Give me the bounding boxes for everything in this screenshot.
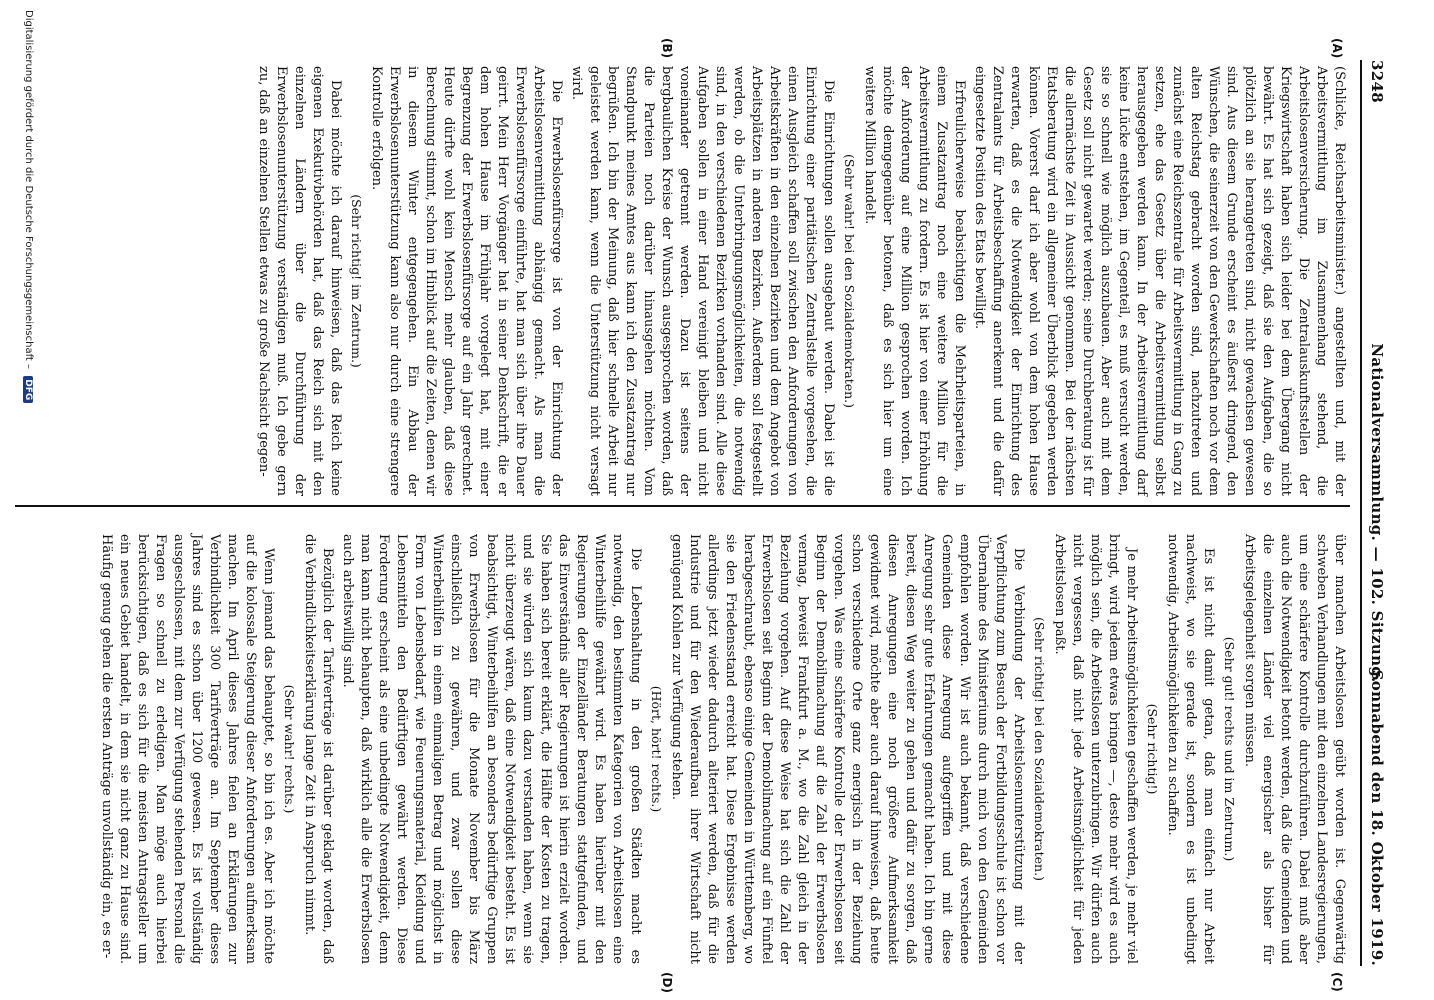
left-column [252, 66, 1348, 496]
session-date: Sonnabend den 18. Oktober 1919. [1368, 669, 1386, 966]
paragraph: Bezüglich der Tarifverträge ist darüber geklagt worden, daß die Verbindlichkeitserklärung lange Zeit in Anspruch nimmt. [302, 534, 335, 964]
margin-marker-d: (D) [660, 972, 674, 993]
interjection: (Sehr richtig! bei den Sozialdemokraten.) [1032, 617, 1047, 881]
interjection: (Sehr richtig! im Zentrum.) [349, 194, 364, 368]
paragraph: Die Lebenshaltung in den großen Städten macht es notwendig, den bestimmten Kategorien von Arbeitslosen eine Winterbeihilfe gewährt wird. Es haben hierüber mit den Regierungen der Einzelländer Beratungen stattgefunden, und das Einverständnis aller Regierungen ist hierin erzielt worden. Sie haben sich bereit erklärt, die Hälfte der Kosten zu tragen, und sie würden sich kaum dazu verstanden haben, wenn sie nicht überzeugt wären, daß eine Notwendigkeit besteht. Es ist beabsichtigt, Winterbeihilfen an besonders bedürftige Gruppen von Erwerbslosen für die Monate November bis März einschließlich zu gewähren, und zwar sollen diese Winterbeihilfen in einem einmaligen Betrag und möglichst in Form von Lebensbedarf, wie Feuerungsmaterial, Kleidung und Lebensmitteln den Bedürftigen gewährt werden. Diese Forderung erscheint als eine unbedingte Notwendigkeit, denn man kann nicht behaupten, daß wirklich alle die Erwerbslosen auch arbeitswillig sind. [340, 534, 643, 964]
paragraph: Die Verbindung der Arbeitslosenunterstützung mit der Verpflichtung zum Besuch der Fortbildungsschule ist schon vor Übernahme des Ministeriums durch mich von den Gemeinden empfohlen worden. Wir ist auch bekannt, daß verschiedene Gemeinden diese Anregung aufgegriffen und mit diese Anregung sehr gute Erfahrungen gemacht haben. Ich bin gerne bereit, diesen Weg weiter zu gehen und dafür zu sorgen, daß diesen Anregungen eine noch größere Aufmerksamkeit gewidmet wird, möchte aber auch darauf hinweisen, daß heute schon verschiedene Orte ganz energisch in der Beziehung vorgehen. Was eine schärfere Kontrolle der Erwerbslosen seit Beginn der Demobilmachung auf die Zahl der Erwerbslosen vermag, beweist Frankfurt a. M., wo die Zahl gleich in der Beziehung vorgehen. Auf diese Weise hat sich die Zahl der Erwerbslosen seit Beginn der Demobilmachung auf ein Fünftel herabgeschraubt, ebenso einige Gemeinden in Württemberg, wo sie den Friedensstand erreicht hat. Diese Ergebnisse werden allerdings jetzt wieder dadurch alteriert werden, daß für die Industrie und für den Wiederaufbau ihrer Wirtschaft nicht genügend Kohlen zur Verfügung stehen. [669, 534, 1026, 964]
interjection: (Sehr wahr! rechts.) [282, 684, 297, 814]
page-header [1360, 60, 1392, 966]
paragraph: (Schlicke, Reichsarbeitsminister.) angestellten und, mit der Arbeitsvermittlung im Zusammenhang stehend, die Arbeitslosenversicherung. Die Zentralauskunftsstellen der Kriegswirtschaft haben sich leider bei dem Übergang nicht bewährt. Es hat sich gezeigt, daß sie den Aufgaben, die so plötzlich an sie herangetreten sind, nicht gewachsen gewesen sind. Aus diesem Grunde erscheint es äußerst dringend, den Wünschen, die seinerzeit von den Gewerkschaften noch vor dem alten Reichstag gebracht worden sind, nachzutreten und zunächst eine Reichszentrale für Arbeitsvermittlung in Gang zu setzen, ehe das Gesetz über die Arbeitsvermittlung selbst herausgegeben werden kann. In der Arbeitsvermittlung darf keine Lücke entstehen, im Gegenteil, es muß versucht werden, sie so schnell wie möglich auszubauen. Aber auch mit dem Gesetz soll nicht gewartet werden; seine Durchberatung ist für die allernächste Zeit in Aussicht genommen. Bei der nächsten Etatsberatung wird ein allgemeiner Überblick gegeben werden können. Vorerst darf ich aber wohl von dem hohen Hause erwarten, daß es die Notwendigkeit der Einrichtung des Zentralamts für Arbeitsbeschaffung anerkennt und die dafür eingesetzte Position des Etats bewilligt. [972, 66, 1347, 496]
digitization-text: Digitalisierung gefördert durch die Deutsche Forschungsgemeinschaft – [23, 10, 34, 370]
paragraph: Je mehr Arbeitsmöglichkeiten geschaffen werden, je mehr viel bringt, wird jedem etwas bringen —, desto mehr wird es auch möglich sein, die Arbeitslosen unterzubringen. Wir dürfen auch nicht vergessen, daß nicht jede Arbeitsmöglichkeit für jeden Arbeitslosen paßt. [1052, 534, 1139, 964]
interjection: (Sehr gut! rechts und im Zentrum.) [1222, 636, 1237, 862]
paragraph: über manchen Arbeitslosen geübt worden ist. Gegenwärtig schweben Verhandlungen mit den einzelnen Landesregierungen, um eine schärfere Kontrolle durchzuführen. Dabei muß aber auch die Notwendigkeit betont werden, daß die Gemeinden und die einzelnen Länder viel energischer als bisher für Arbeitsgelegenheit sorgen müssen. [1242, 534, 1347, 964]
paragraph: Erfreulicherweise beabsichtigen die Mehrheitsparteien, in einem Zusatzantrag noch eine weitere Million für die Arbeitsvermittlung zu fordern. Es ist hier von einer Erhöhung der Anforderung auf eine Million gesprochen worden. Ich möchte demgegenüber betonen, daß es sich hier um eine weitere Million handelt. [862, 66, 967, 496]
interjection: (Hört, hört! rechts.) [649, 685, 664, 813]
margin-marker-b: (B) [660, 38, 674, 59]
margin-marker-c: (C) [1330, 972, 1344, 992]
paragraph: Es ist nicht damit getan, daß man einfach nur Arbeit nachweist, wo sie gerade ist, sondern es ist unbedingt notwendig, Arbeitsmöglichkeiten zu schaffen. [1165, 534, 1216, 964]
paragraph: Wenn jemand das behauptet, so bin ich es. Aber ich möchte auf die kolossale Steigerung dieser Anforderungen aufmerksam machen. Im April dieses Jahres fielen an Erklärungen zur Verbindlichkeit 300 Tarifverträge an. Im September dieses Jahres sind es schon über 1200 gewesen. Es ist vollständig ausgeschlossen, mit dem zur Verfügung stehenden Personal die Fragen so schnell zu erledigen. Man möge auch hierbei berücksichtigen, daß es sich für die meisten Antragsteller um ein neues Gebiet handelt, in dem sie nicht ganz zu Hause sind. Häufig genug gehen die ersten Anträge unvollständig ein, es er- [99, 534, 276, 964]
interjection: (Sehr wahr! bei den Sozialdemokraten.) [842, 153, 857, 409]
paragraph: Dabei möchte ich darauf hinweisen, daß das Reich keine eigenen Exekutivbehörden hat, daß das Reich sich mit den einzelnen Ländern über die Durchführung der Erwerbslosenunterstützung verständigen muß. Ich gebe gern zu, daß an einzelnen Stellen etwas zu große Nachsicht gegen- [256, 66, 343, 496]
page-number: 3248 [1368, 60, 1386, 103]
page-title: Nationalversammlung. — 102. Sitzung. [1368, 343, 1386, 683]
digitization-note [23, 10, 34, 403]
right-column [95, 534, 1348, 964]
column-divider [15, 505, 1350, 507]
paragraph: Die Einrichtungen sollen ausgebaut werden. Dabei ist die Einrichtung einer paritätischen Zentralstelle vorgesehen, die einen Ausgleich schaffen soll zwischen den Anforderungen von Arbeitskräften in den einzelnen Bezirken und dem Angebot von Arbeitsplätzen in anderen Bezirken. Außerdem soll festgestellt werden, ob die Unterbringungsmöglichkeiten, die notwendig sind, in den verschiedenen Bezirken vorhanden sind. Alle diese Aufgaben sollen in einer Hand vereinigt bleiben und nicht voneinander getrennt werden. Dazu ist seitens der bergbaulichen Kreise der Wunsch ausgesprochen worden, daß die Parteien noch darüber hinausgehen möchten. Vom Standpunkt meines Amtes aus kann ich den Zusatzantrag nur begrüßen. Ich bin der Meinung, daß hier schnelle Arbeit nur geleistet werden kann, wenn die Unterstützung nicht versagt wird. [569, 66, 836, 496]
margin-marker-a: (A) [1330, 38, 1344, 59]
paragraph: Die Erwerbslosenfürsorge ist von der Einrichtung der Arbeitslosenvermittlung abhängig gemacht. Als man die Erwerbslosenfürsorge einführte, hat man sich über ihre Dauer geirrt. Mein Herr Vorgänger hat in seiner Denkschrift, die er dem hohen Hause im Frühjahr vorgelegt hat, mit einer Begrenzung der Erwerbslosenfürsorge auf ein Jahr gerechnet. Heute dürfte wohl kein Mensch mehr glauben, daß diese Berechnung stimmt, schon im Hinblick auf die Zeiten, denen wir in diesem Winter entgegengehen. Ein Abbau der Erwerbslosenunterstützung kann also nur durch eine strengere Kontrolle erfolgen. [369, 66, 564, 496]
interjection: (Sehr richtig!) [1145, 703, 1160, 795]
dfg-logo: DFG [23, 376, 33, 403]
